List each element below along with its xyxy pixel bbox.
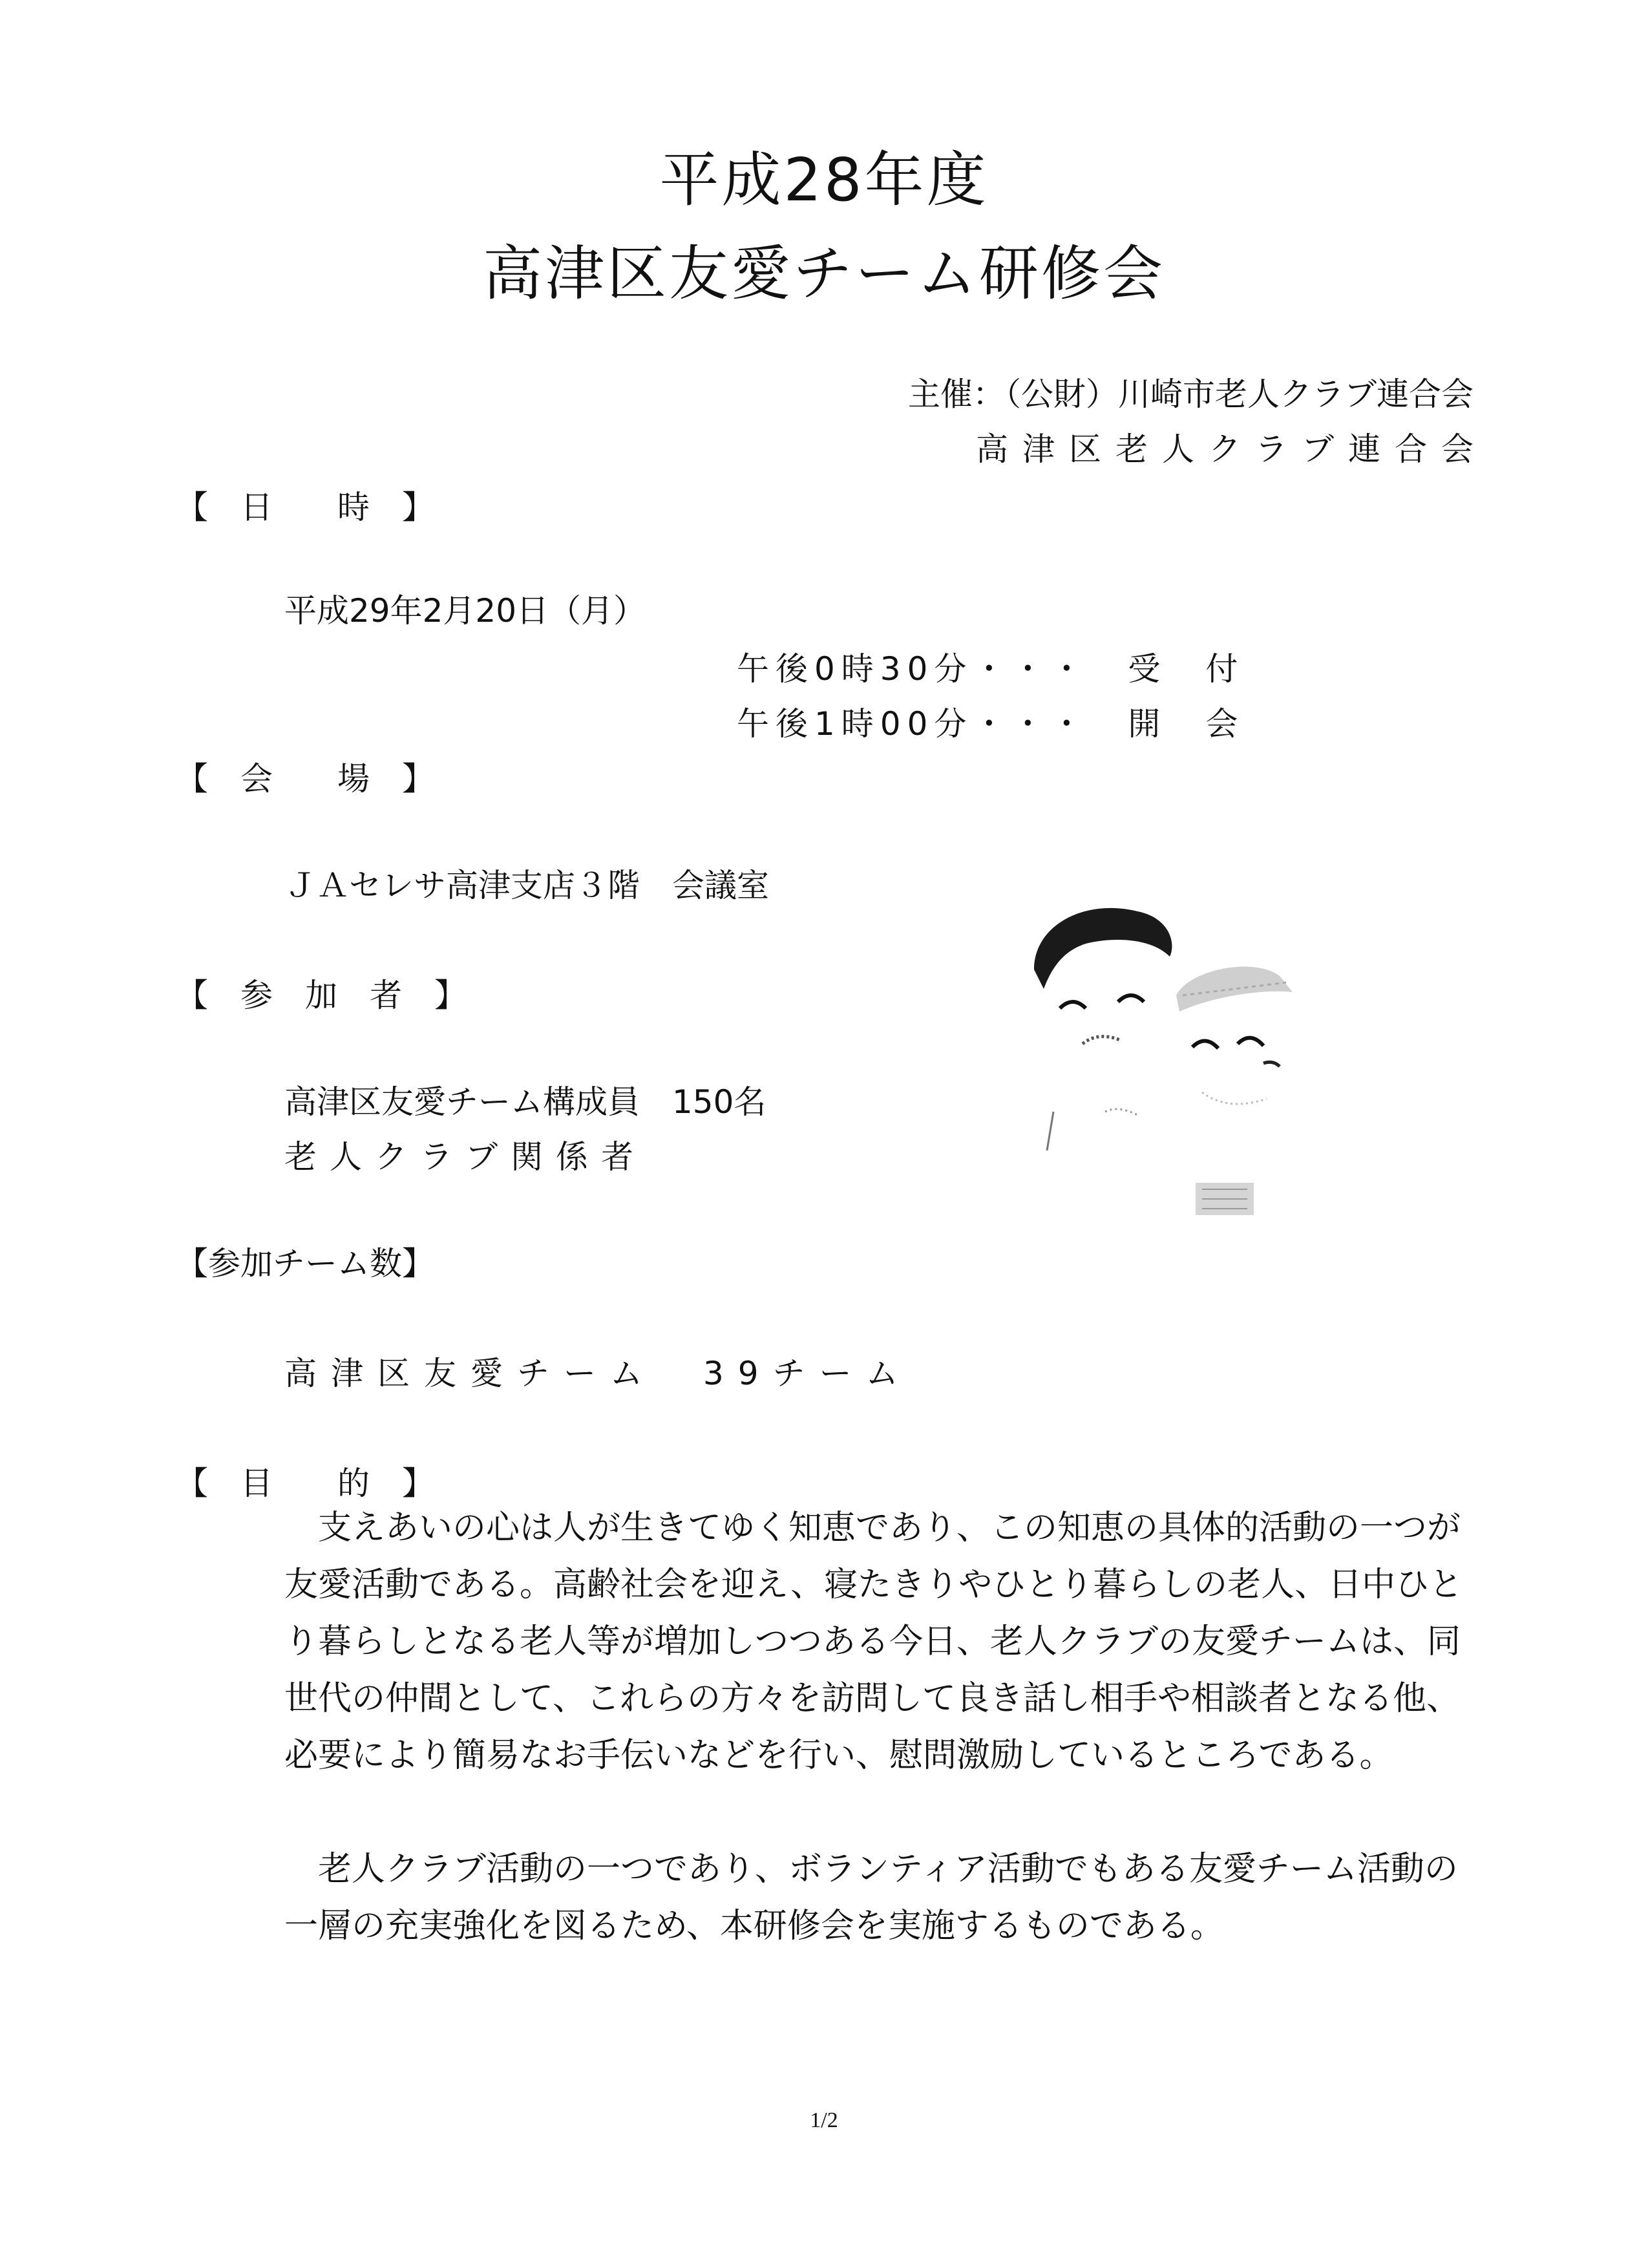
event-date: 平成29年2月20日（月）	[284, 592, 646, 630]
page-number: 1/2	[810, 2108, 838, 2132]
organizer-line-2: 高津区老人クラブ連合会	[976, 430, 1488, 468]
teams-heading: 【参加チーム数】	[176, 1245, 434, 1282]
teams-count: 高津区友愛チーム 39チーム	[284, 1355, 913, 1392]
reception-time: 午後0時30分・・・ 受 付	[737, 650, 1245, 688]
elderly-couple-illustration	[1008, 898, 1370, 1235]
document-title: 平成28年度	[659, 145, 989, 215]
schedule-heading: 【 日 時 】	[176, 489, 434, 526]
participants-heading: 【 参 加 者 】	[176, 977, 467, 1014]
purpose-paragraph-2: 老人クラブ活動の一つであり、ボランティア活動でもある友愛チーム活動の一層の充実強化を図るため、本研修会を実施するものである。	[284, 1850, 1458, 1945]
purpose-heading: 【 目 的 】	[176, 1465, 434, 1502]
participants-line-2: 老人クラブ関係者	[284, 1138, 646, 1176]
venue-place: ＪＡセレサ高津支店３階 会議室	[284, 867, 769, 904]
document-subtitle: 高津区友愛チーム研修会	[482, 239, 1165, 308]
organizer-line-1: 主催：（公財）川崎市老人クラブ連合会	[908, 376, 1474, 413]
elderly-couple-icon	[1008, 898, 1370, 1235]
participants-line-1: 高津区友愛チーム構成員 150名	[284, 1083, 766, 1121]
opening-time: 午後1時00分・・・ 開 会	[737, 705, 1245, 743]
purpose-paragraph-1: 支えあいの心は人が生きてゆく知恵であり、この知恵の具体的活動の一つが友愛活動である。高齢社会を迎え、寝たきりやひとり暮らしの老人、日中ひとり暮らしとなる老人等が増加しつつある今日、老人クラブの友愛チームは、同世代の仲間として、これらの方々を訪問して良き話し相手や相談者となる他、必要により簡易なお手伝いなどを行い、慰問激励しているところである。	[284, 1509, 1463, 1775]
venue-heading: 【 会 場 】	[176, 760, 434, 798]
